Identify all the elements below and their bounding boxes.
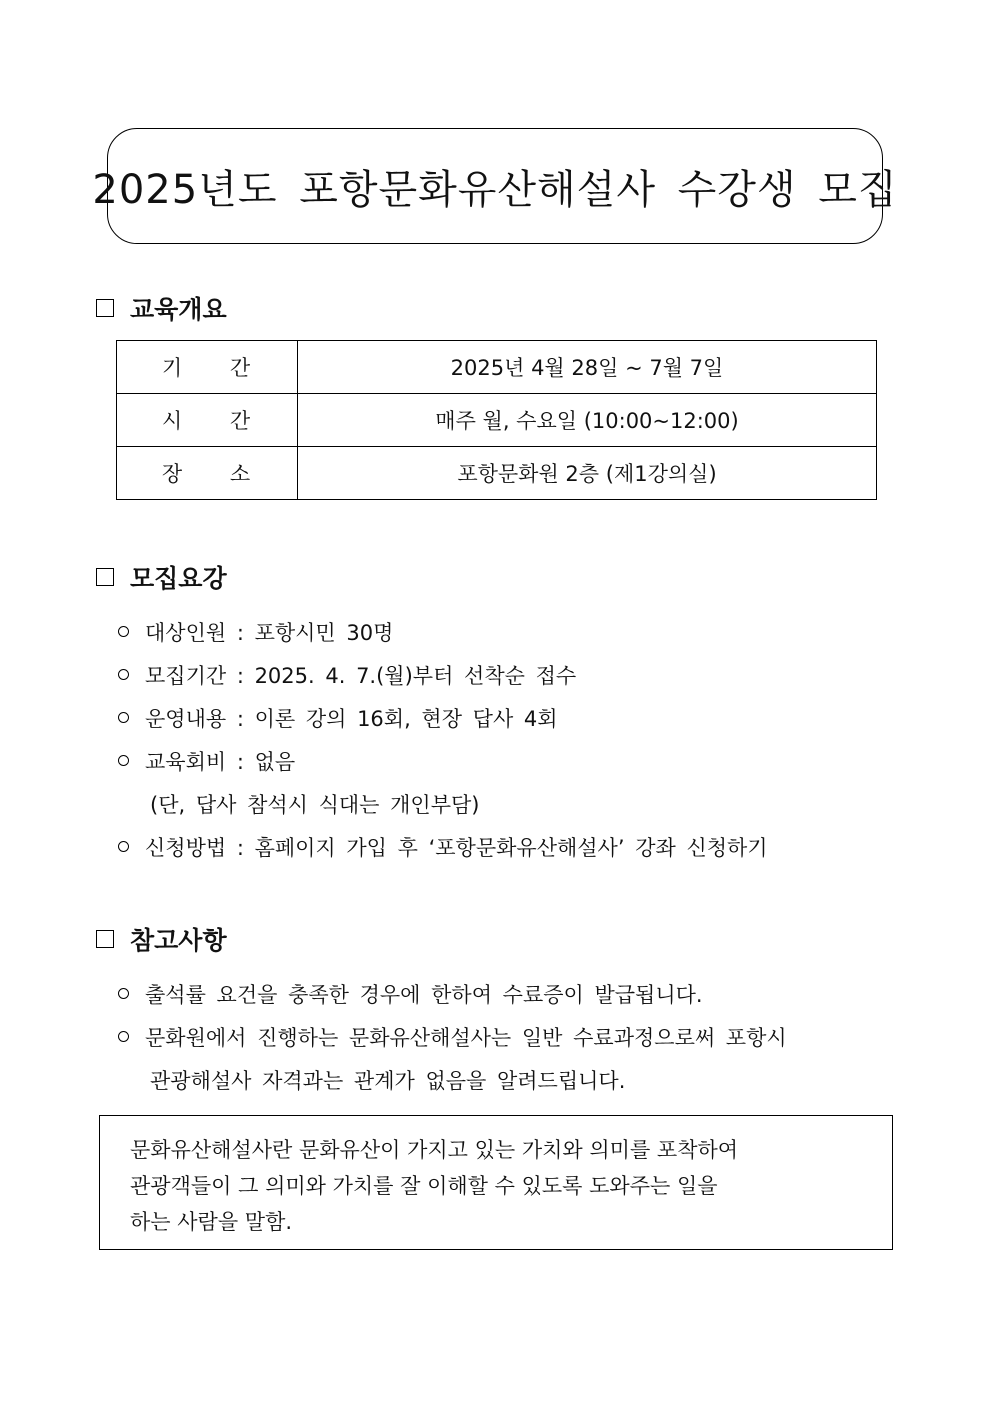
row-value: 2025년 4월 28일 ~ 7월 7일 [298, 341, 877, 394]
title-box [92, 128, 898, 244]
list-item: 출석률 요건을 충족한 경우에 한하여 수료증이 발급됩니다. [118, 972, 787, 1015]
list-item: 신청방법 : 홈페이지 가입 후 ‘포항문화유산해설사’ 강좌 신청하기 [118, 825, 768, 868]
page-title: 2025년도 포항문화유산해설사 수강생 모집 [92, 166, 898, 213]
section-heading-overview [96, 290, 227, 326]
note-continuation: 관광해설사 자격과는 관계가 없음을 알려드립니다. [150, 1068, 626, 1093]
table-row [117, 341, 877, 394]
row-label: 기 간 [117, 341, 298, 394]
row-value: 매주 월, 수요일 (10:00~12:00) [298, 394, 877, 447]
section-heading-recruit [96, 559, 227, 595]
list-item: 모집기간 : 2025. 4. 7.(월)부터 선착순 접수 [118, 653, 768, 696]
row-value: 포항문화원 2층 (제1강의실) [298, 447, 877, 500]
checkbox-icon [96, 930, 114, 948]
bullet-circle-icon [118, 626, 129, 637]
section-title: 참고사항 [130, 926, 227, 955]
fee-note: (단, 답사 참석시 식대는 개인부담) [150, 792, 480, 817]
list-item: 운영내용 : 이론 강의 16회, 현장 답사 4회 [118, 696, 768, 739]
table-row [117, 447, 877, 500]
checkbox-icon [96, 568, 114, 586]
list-item: 문화원에서 진행하는 문화유산해설사는 일반 수료과정으로써 포항시 [118, 1015, 787, 1058]
table-row [117, 394, 877, 447]
bullet-circle-icon [118, 712, 129, 723]
row-label: 시 간 [117, 394, 298, 447]
section-title: 모집요강 [130, 564, 227, 593]
definition-line: 문화유산해설사란 문화유산이 가지고 있는 가치와 의미를 포착하여 [130, 1138, 739, 1162]
list-item: 대상인원 : 포항시민 30명 [118, 610, 768, 653]
bullet-circle-icon [118, 669, 129, 680]
definition-line: 관광객들이 그 의미와 가치를 잘 이해할 수 있도록 도와주는 일을 [130, 1174, 718, 1198]
overview-table [116, 340, 877, 500]
definition-line: 하는 사람을 말함. [130, 1210, 293, 1234]
bullet-circle-icon [118, 988, 129, 999]
list-item: 교육회비 : 없음 [118, 739, 768, 782]
bullet-circle-icon [118, 755, 129, 766]
checkbox-icon [96, 299, 114, 317]
bullet-circle-icon [118, 1031, 129, 1042]
bullet-circle-icon [118, 841, 129, 852]
section-heading-notes [96, 921, 227, 957]
notes-list [118, 972, 787, 1101]
definition-box [99, 1115, 893, 1250]
recruit-list [118, 610, 768, 868]
section-title: 교육개요 [130, 295, 227, 324]
row-label: 장 소 [117, 447, 298, 500]
